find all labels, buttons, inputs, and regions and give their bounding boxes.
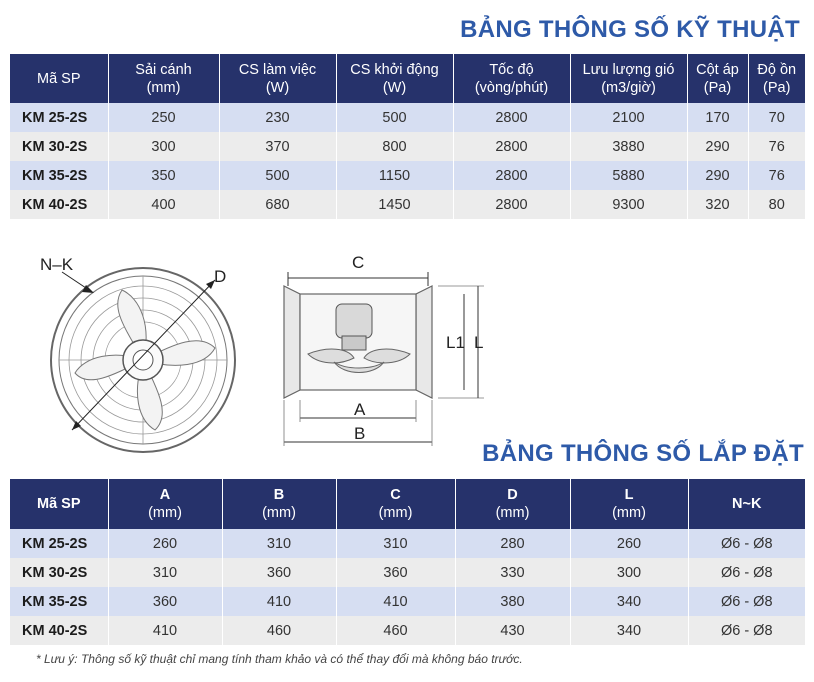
col-header: Cột áp (Pa) [687,54,748,103]
table-row [10,190,805,219]
table-cell: 350 [108,161,219,190]
col-header: Mã SP [10,479,108,529]
table-cell: 290 [687,161,748,190]
model-cell: KM 40-2S [10,190,108,219]
table-cell: 250 [108,103,219,132]
table-cell: 310 [336,529,455,558]
table-cell: 320 [687,190,748,219]
install-spec-title: BẢNG THÔNG SỐ LẮP ĐẶT [482,440,804,467]
col-header: Độ ồn (Pa) [748,54,805,103]
hub-center [133,350,153,370]
footnote: * Lưu ý: Thông số kỹ thuật chỉ mang tính tham khảo và có thể thay đổi mà không báo trước. [36,652,523,666]
col-header: A (mm) [108,479,222,529]
table-cell: 3880 [570,132,687,161]
model-cell: KM 30-2S [10,132,108,161]
table-cell: 2800 [453,190,570,219]
table-cell: 260 [108,529,222,558]
table-cell: 410 [108,616,222,645]
col-header: B (mm) [222,479,336,529]
col-header: C (mm) [336,479,455,529]
table-cell: 76 [748,132,805,161]
l1-label: L1 [446,333,465,352]
model-cell: KM 35-2S [10,587,108,616]
a-label: A [354,400,366,419]
fan-side-view-diagram [278,250,508,450]
table-cell: 2800 [453,103,570,132]
table-cell: 5880 [570,161,687,190]
table-row [10,161,805,190]
install-table-header [10,479,805,529]
table-cell: 80 [748,190,805,219]
tech-table-header [10,54,805,103]
table-cell: 500 [336,103,453,132]
model-cell: KM 30-2S [10,558,108,587]
table-cell: 800 [336,132,453,161]
table-cell: 2800 [453,132,570,161]
tech-spec-table [10,54,805,219]
table-row [10,132,805,161]
nk-label: N–K [40,255,74,274]
col-header: Tốc độ (vòng/phút) [453,54,570,103]
table-cell: 1450 [336,190,453,219]
model-cell: KM 40-2S [10,616,108,645]
table-cell: 340 [570,587,688,616]
col-header: Lưu lượng gió (m3/giờ) [570,54,687,103]
table-cell: 430 [455,616,570,645]
col-header: CS khởi động (W) [336,54,453,103]
table-cell: 260 [570,529,688,558]
col-header: Sải cánh (mm) [108,54,219,103]
table-cell: 9300 [570,190,687,219]
model-cell: KM 25-2S [10,103,108,132]
table-cell: 330 [455,558,570,587]
table-cell: Ø6 - Ø8 [688,616,805,645]
table-cell: 680 [219,190,336,219]
table-cell: 340 [570,616,688,645]
table-cell: 460 [336,616,455,645]
col-header: L (mm) [570,479,688,529]
table-cell: 1150 [336,161,453,190]
table-row [10,558,805,587]
table-cell: 76 [748,161,805,190]
table-cell: 300 [108,132,219,161]
table-cell: 2800 [453,161,570,190]
table-cell: 400 [108,190,219,219]
table-cell: 360 [336,558,455,587]
table-cell: 280 [455,529,570,558]
table-row [10,103,805,132]
table-cell: 360 [108,587,222,616]
table-cell: 300 [570,558,688,587]
d-label: D [214,267,227,286]
table-cell: 310 [108,558,222,587]
col-header: Mã SP [10,54,108,103]
table-row [10,616,805,645]
table-cell: 310 [222,529,336,558]
table-cell: 70 [748,103,805,132]
fan-front-view-diagram [30,248,290,448]
model-cell: KM 25-2S [10,529,108,558]
col-header: D (mm) [455,479,570,529]
table-cell: 380 [455,587,570,616]
table-cell: 410 [336,587,455,616]
table-cell: Ø6 - Ø8 [688,587,805,616]
table-cell: Ø6 - Ø8 [688,529,805,558]
c-label: C [352,253,365,272]
table-cell: 2100 [570,103,687,132]
table-row [10,587,805,616]
b-label: B [354,424,366,443]
col-header: N~K [688,479,805,529]
l-label: L [474,333,484,352]
tech-spec-title: BẢNG THÔNG SỐ KỸ THUẬT [460,16,800,43]
install-spec-table [10,479,805,645]
table-cell: 290 [687,132,748,161]
table-row [10,529,805,558]
table-cell: 230 [219,103,336,132]
model-cell: KM 35-2S [10,161,108,190]
table-cell: 500 [219,161,336,190]
table-cell: 410 [222,587,336,616]
table-cell: 360 [222,558,336,587]
table-cell: 370 [219,132,336,161]
table-cell: 170 [687,103,748,132]
col-header: CS làm việc (W) [219,54,336,103]
table-cell: Ø6 - Ø8 [688,558,805,587]
table-cell: 460 [222,616,336,645]
